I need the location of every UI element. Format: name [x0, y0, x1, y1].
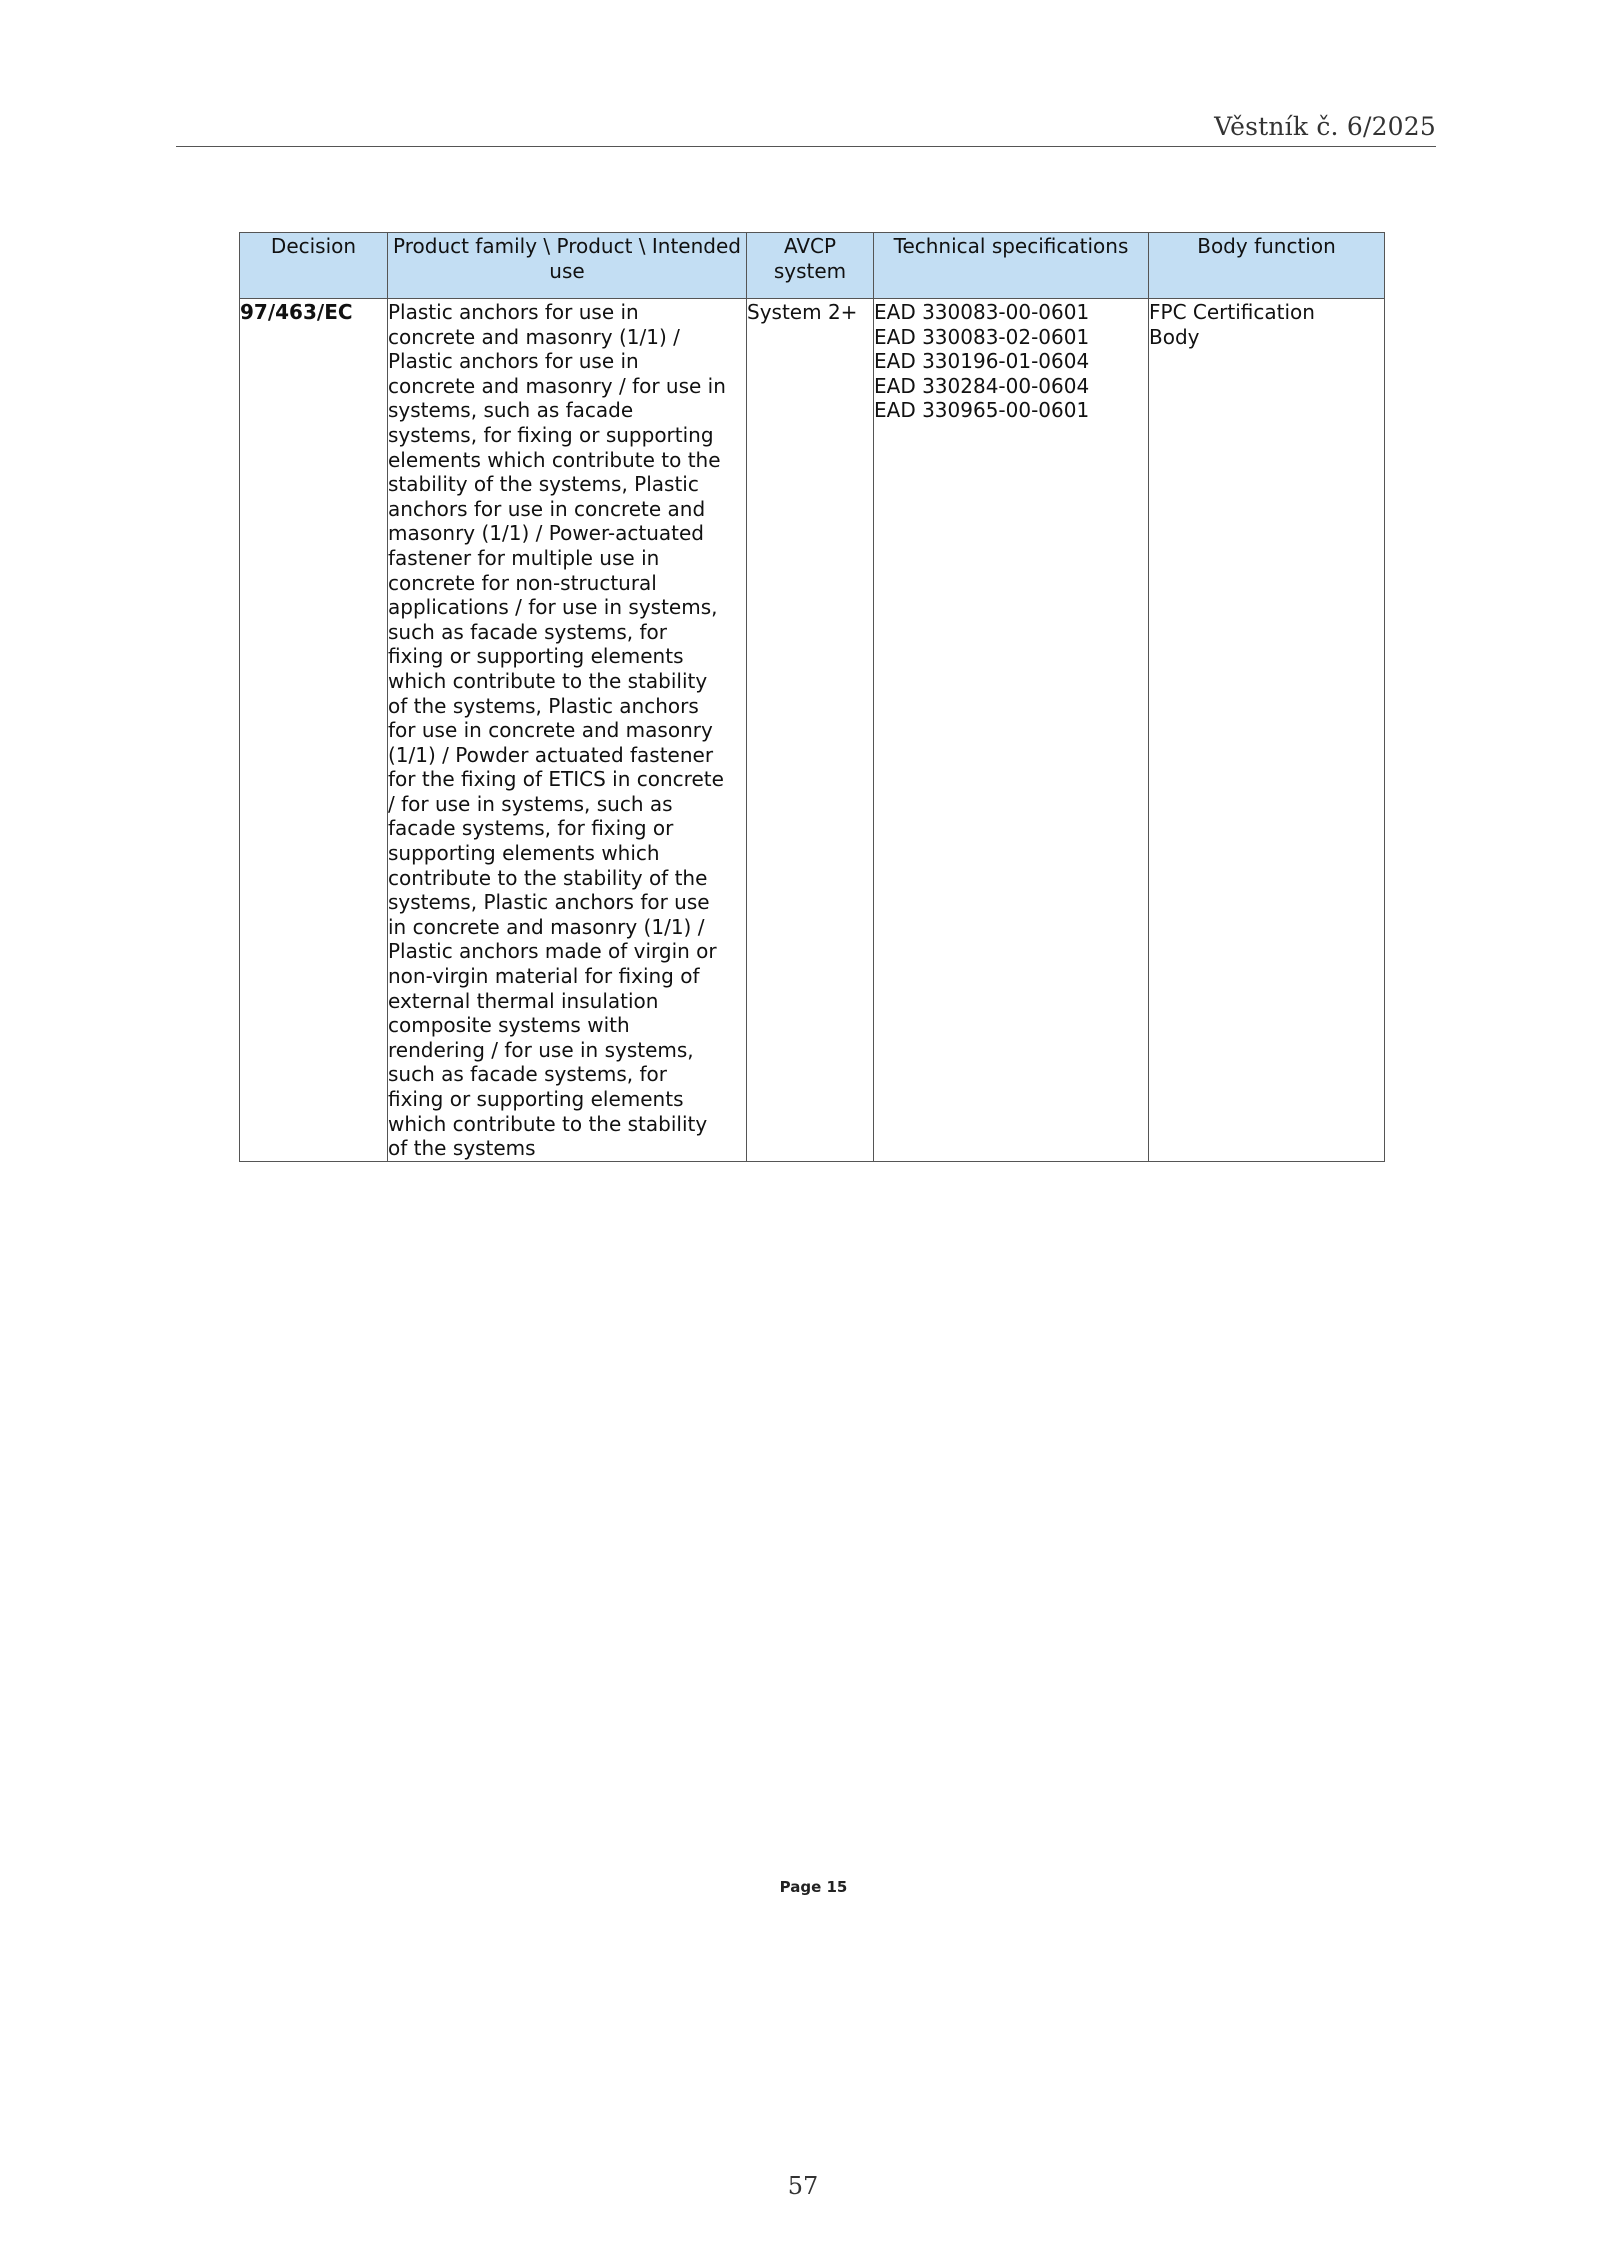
product-text-line: / for use in systems, such as: [388, 791, 673, 816]
product-text-line: facade systems, for fixing or: [388, 816, 674, 841]
product-text-line: concrete for non-structural: [388, 570, 657, 595]
product-text-line: such as facade systems, for: [388, 1062, 668, 1087]
page-label: Page 15: [779, 1878, 848, 1896]
ead-spec: EAD 330965-00-0601: [874, 398, 1090, 423]
product-text-line: applications / for use in systems,: [388, 595, 718, 620]
product-text-line: Plastic anchors for use in: [388, 300, 639, 324]
technical-specifications-cell: [874, 299, 1149, 1162]
column-header-avcp-system: AVCP system: [747, 233, 874, 299]
product-text-line: systems, such as facade: [388, 398, 634, 423]
product-text-line: such as facade systems, for: [388, 619, 668, 644]
avcp-system-cell: System 2+: [747, 299, 874, 1162]
product-text-line: Plastic anchors made of virgin or: [388, 939, 717, 964]
column-header-body-function: Body function: [1149, 233, 1385, 299]
ead-spec: EAD 330083-02-0601: [874, 324, 1090, 349]
ead-spec: EAD 330284-00-0604: [874, 373, 1090, 398]
product-text-line: for the fixing of ETICS in concrete: [388, 767, 724, 792]
product-text-line: stability of the systems, Plastic: [388, 472, 699, 497]
product-text-line: composite systems with: [388, 1013, 630, 1038]
product-text-line: contribute to the stability of the: [388, 865, 708, 890]
product-text-line: non-virgin material for fixing of: [388, 964, 700, 989]
product-text-line: for use in concrete and masonry: [388, 718, 713, 743]
product-text-line: systems, for fixing or supporting: [388, 422, 714, 447]
product-text-line: fixing or supporting elements: [388, 1087, 684, 1111]
product-text-line: concrete and masonry (1/1) /: [388, 324, 680, 349]
body-function-line: Body: [1149, 324, 1200, 349]
product-text-line: supporting elements which: [388, 841, 660, 866]
product-text-line: in concrete and masonry (1/1) /: [388, 914, 705, 939]
product-text-line: fastener for multiple use in: [388, 545, 660, 570]
product-text-line: elements which contribute to the: [388, 447, 721, 472]
body-function-line: FPC Certification: [1149, 300, 1315, 324]
ead-spec: EAD 330083-00-0601: [874, 300, 1090, 324]
column-header-decision: Decision: [240, 233, 388, 299]
decision-cell: 97/463/EC: [240, 299, 388, 1162]
running-header: [176, 108, 1436, 147]
column-header-product-family: Product family \ Product \ Intended use: [388, 233, 747, 299]
product-text-line: systems, Plastic anchors for use: [388, 890, 710, 915]
ead-spec: EAD 330196-01-0604: [874, 349, 1090, 374]
product-text-line: of the systems: [388, 1136, 536, 1161]
journal-title: Věstník č. 6/2025: [1214, 112, 1436, 141]
product-text-line: anchors for use in concrete and: [388, 496, 706, 521]
product-text-line: which contribute to the stability: [388, 668, 708, 693]
product-family-cell: [388, 299, 747, 1162]
body-function-cell: [1149, 299, 1385, 1162]
product-text-line: external thermal insulation: [388, 988, 659, 1013]
product-text-line: which contribute to the stability: [388, 1111, 708, 1136]
product-text-line: concrete and masonry / for use in: [388, 373, 726, 398]
column-header-technical-specifications: Technical specifications: [874, 233, 1149, 299]
page-number: 57: [787, 2172, 819, 2200]
table-row: [240, 299, 1385, 1162]
product-text-line: (1/1) / Powder actuated fastener: [388, 742, 714, 767]
product-text-line: masonry (1/1) / Power-actuated: [388, 521, 705, 546]
product-text-line: Plastic anchors for use in: [388, 349, 639, 374]
product-specification-table: [239, 232, 1385, 1162]
table-header-row: [240, 233, 1385, 299]
product-text-line: rendering / for use in systems,: [388, 1037, 694, 1062]
product-text-line: of the systems, Plastic anchors: [388, 693, 699, 718]
product-text-line: fixing or supporting elements: [388, 644, 684, 669]
